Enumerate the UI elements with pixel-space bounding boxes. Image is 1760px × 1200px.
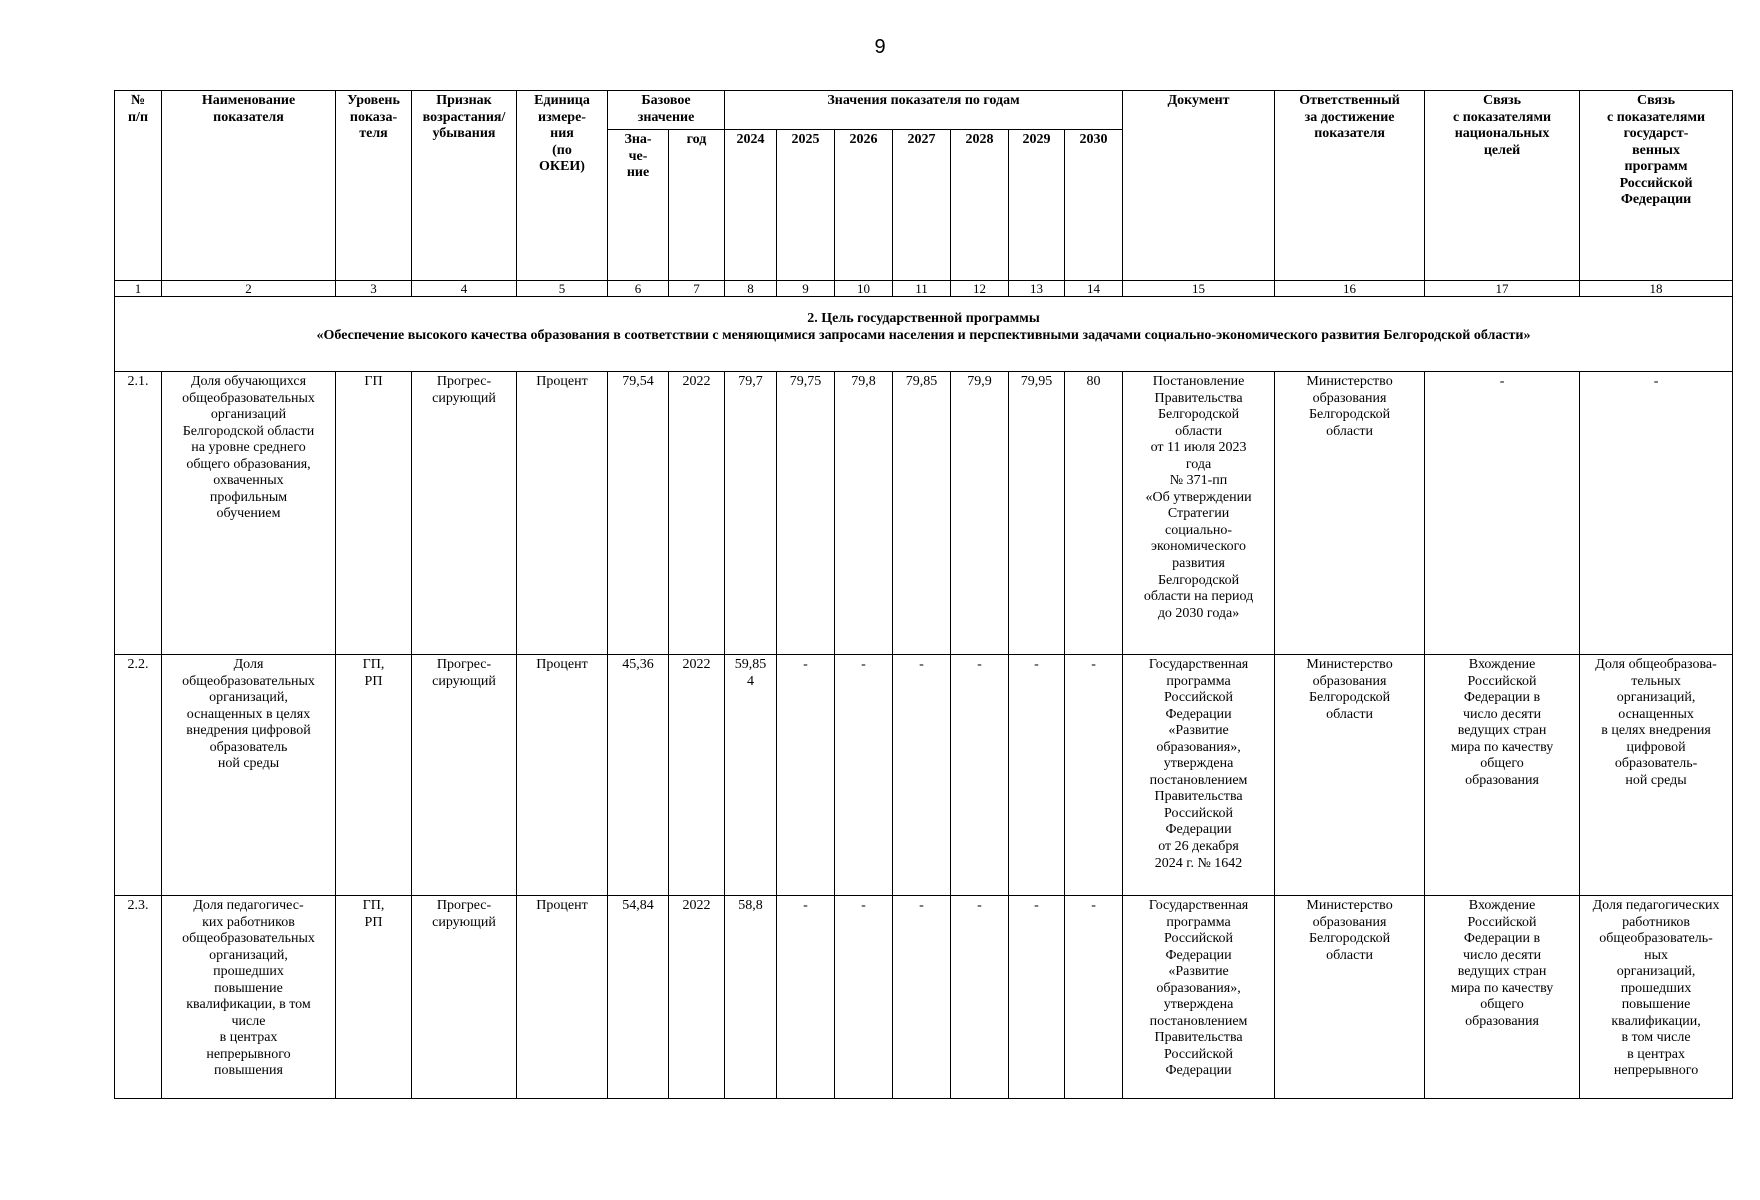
column-number: 2 [162,281,336,297]
header-year: 2029 [1009,130,1065,281]
header-name: Наименование показателя [162,91,336,281]
year-value: - [777,655,835,896]
column-number: 13 [1009,281,1065,297]
row-number: 2.3. [115,896,162,1099]
year-value: 59,85 4 [725,655,777,896]
header-base: Базовое значение [608,91,725,130]
header-level: Уровень показа- теля [336,91,412,281]
base-year: 2022 [669,655,725,896]
section-subtitle: «Обеспечение высокого качества образования в соответствии с меняющимися запросами населения и перспективными задачами социально-экономического развития Белгородской области» [316,327,1531,343]
page-number: 9 [874,36,886,58]
indicators-table [114,90,1733,1099]
year-value: - [835,655,893,896]
indicator-sign: Прогрес- сирующий [412,896,517,1099]
column-number: 5 [517,281,608,297]
column-number: 18 [1580,281,1733,297]
year-value: - [1065,655,1123,896]
indicator-sign: Прогрес- сирующий [412,372,517,655]
header-sign: Признак возрастания/ убывания [412,91,517,281]
year-value: - [1065,896,1123,1099]
national-goal-cell: Вхождение Российской Федерации в число десяти ведущих стран мира по качеству общего образования [1425,655,1580,896]
column-number: 4 [412,281,517,297]
row-number: 2.2. [115,655,162,896]
base-value: 79,54 [608,372,669,655]
section-cell [115,297,1733,372]
header-year: 2026 [835,130,893,281]
header-year: 2030 [1065,130,1123,281]
indicator-unit: Процент [517,896,608,1099]
national-goal-cell: - [1425,372,1580,655]
table-row [115,655,1733,896]
document-cell: Государственная программа Российской Федерации «Развитие образования», утверждена постановлением Правительства Российской Федерации [1123,896,1275,1099]
indicator-unit: Процент [517,372,608,655]
header-national: Связь с показателями национальных целей [1425,91,1580,281]
year-value: 79,95 [1009,372,1065,655]
responsible-cell: Министерство образования Белгородской области [1275,372,1425,655]
document-cell: Постановление Правительства Белгородской области от 11 июля 2023 года № 371-пп «Об утверждении Стратегии социально- экономического развития Белгородской области на период до 2030 года» [1123,372,1275,655]
header-years: Значения показателя по годам [725,91,1123,130]
base-year: 2022 [669,372,725,655]
state-program-cell: Доля педагогических работников общеобразователь- ных организаций, прошедших повышение квалификации, в том числе в центрах непрерывного [1580,896,1733,1099]
header-state: Связь с показателями государст- венных программ Российской Федерации [1580,91,1733,281]
table-row [115,372,1733,655]
indicator-level: ГП [336,372,412,655]
column-number: 15 [1123,281,1275,297]
header-year: 2027 [893,130,951,281]
column-number: 7 [669,281,725,297]
year-value: - [1009,896,1065,1099]
year-value: 79,85 [893,372,951,655]
year-value: - [951,896,1009,1099]
base-year: 2022 [669,896,725,1099]
year-value: 79,8 [835,372,893,655]
year-value: - [835,896,893,1099]
header-base-year: год [669,130,725,281]
row-number: 2.1. [115,372,162,655]
year-value: - [951,655,1009,896]
year-value: - [893,896,951,1099]
header-year: 2025 [777,130,835,281]
year-value: 58,8 [725,896,777,1099]
column-number: 9 [777,281,835,297]
indicator-level: ГП, РП [336,896,412,1099]
column-number: 14 [1065,281,1123,297]
indicator-level: ГП, РП [336,655,412,896]
header-unit: Единица измере- ния (по ОКЕИ) [517,91,608,281]
section-title: 2. Цель государственной программы [807,311,1040,327]
column-number: 10 [835,281,893,297]
header-responsible: Ответственный за достижение показателя [1275,91,1425,281]
year-value: - [777,896,835,1099]
column-number: 8 [725,281,777,297]
header-year: 2028 [951,130,1009,281]
header-num: № п/п [115,91,162,281]
column-number: 11 [893,281,951,297]
year-value: - [893,655,951,896]
section-header-row [115,297,1733,372]
indicator-sign: Прогрес- сирующий [412,655,517,896]
header-year: 2024 [725,130,777,281]
year-value: 79,9 [951,372,1009,655]
base-value: 54,84 [608,896,669,1099]
year-value: 79,75 [777,372,835,655]
column-number: 17 [1425,281,1580,297]
state-program-cell: Доля общеобразова- тельных организаций, оснащенных в целях внедрения цифровой образователь- ной среды [1580,655,1733,896]
indicator-name: Доля обучающихся общеобразовательных организаций Белгородской области на уровне среднего общего образования, охваченных профильным обучением [162,372,336,655]
column-number: 16 [1275,281,1425,297]
column-number: 3 [336,281,412,297]
document-cell: Государственная программа Российской Федерации «Развитие образования», утверждена постановлением Правительства Российской Федерации от 26 декабря 2024 г. № 1642 [1123,655,1275,896]
indicator-name: Доля общеобразовательных организаций, оснащенных в целях внедрения цифровой образователь ной среды [162,655,336,896]
column-number: 6 [608,281,669,297]
year-value: 80 [1065,372,1123,655]
year-value: 79,7 [725,372,777,655]
year-value: - [1009,655,1065,896]
responsible-cell: Министерство образования Белгородской области [1275,655,1425,896]
column-number: 12 [951,281,1009,297]
indicator-name: Доля педагогичес- ких работников общеобразовательных организаций, прошедших повышение квалификации, в том числе в центрах непрерывного повышения [162,896,336,1099]
responsible-cell: Министерство образования Белгородской области [1275,896,1425,1099]
indicator-unit: Процент [517,655,608,896]
header-base-value: Зна- че- ние [608,130,669,281]
table-header [115,91,1733,281]
column-numbering-row [115,281,1733,297]
national-goal-cell: Вхождение Российской Федерации в число десяти ведущих стран мира по качеству общего образования [1425,896,1580,1099]
header-document: Документ [1123,91,1275,281]
table-row [115,896,1733,1099]
state-program-cell: - [1580,372,1733,655]
header-row-1 [115,91,1733,130]
column-number: 1 [115,281,162,297]
base-value: 45,36 [608,655,669,896]
